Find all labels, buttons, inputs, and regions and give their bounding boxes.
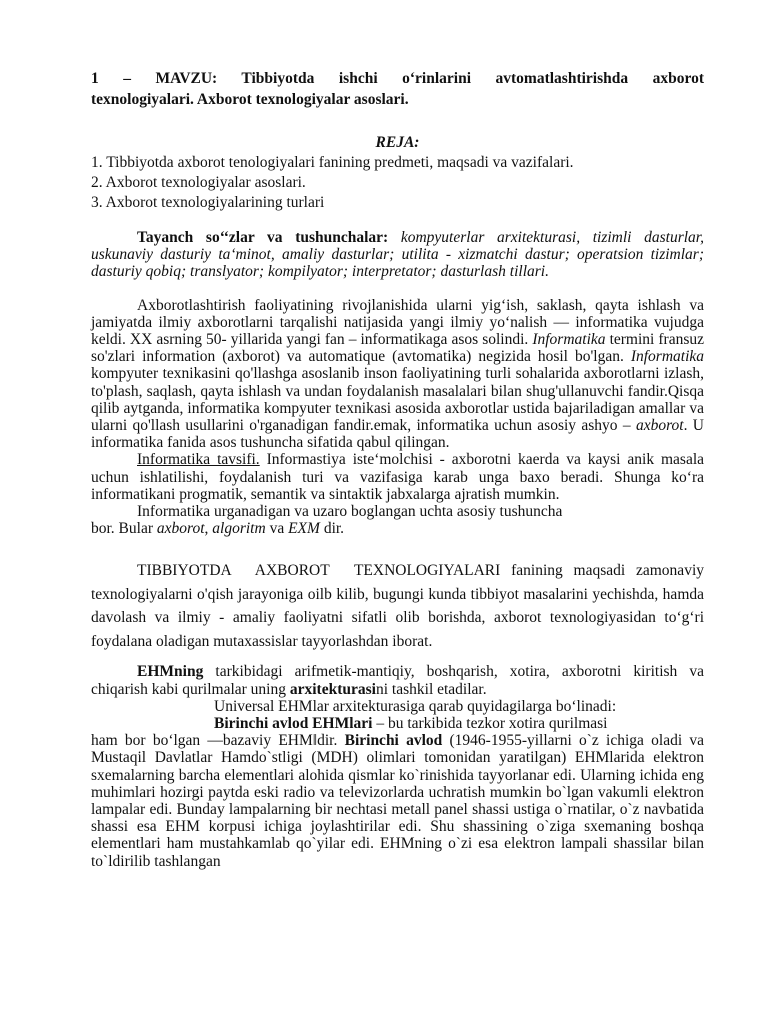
informatika-text-4: . U informatika fanida asos tushuncha sifatida qabul qilingan.	[91, 417, 705, 452]
ehm-paragraph	[91, 663, 704, 697]
page-title	[91, 68, 704, 110]
uchta-sep-2: va	[265, 520, 289, 538]
birinchi-line-1	[91, 715, 704, 732]
birinchi-paragraph	[91, 715, 704, 870]
term-axborot-2: axborot	[156, 520, 205, 538]
plan-item-1: 1. Tibbiyotda axborot tenologiyalari fanining predmeti, maqsadi va vazifalari.	[91, 154, 574, 171]
reja-heading: REJA:	[375, 134, 420, 151]
keywords-paragraph	[91, 229, 704, 281]
title-line-1: 1 – MAVZU: Tibbiyotda ishchi o‘rinlarini avtomatlashtirishda axborot	[91, 70, 704, 87]
birinchi-body	[91, 732, 704, 870]
plan-item-2: 2. Axborot texnologiyalar asoslari.	[91, 174, 306, 191]
birinchi-term: Birinchi avlod EHMlari	[214, 715, 373, 733]
uchta-pre: bor. Bular	[91, 520, 157, 538]
term-algoritm: algoritm	[212, 520, 266, 538]
tibbiyotda-lead: TIBBIYOTDA AXBOROT TEXNOLOGIYALARI	[137, 562, 501, 580]
birinchi-text-3: (1946-1955-yillarni o`z ichiga oladi va Mustaqil Davlatlar Hamdo`stligi (MDH) olimlari tomonidan yaratilgan) EHMlarida elektron sxemalarning barcha elementlari alohida qismlar ko`rinishida tayyorlanar edi. Ularning ichida eng muhimlari hozirgi paytda eski radio va televizorlarda uchratish mumkin bo`lgan vakumli elektron lampalar edi. Bunday lampalarning bir nechtasi metall panel shassi ustiga o`rnatilar, o`z navbatida shassi esa EHM korpusi ichiga joylashtirilar edi. Shu shassining o`ziga sxemaning boshqa elementlari ham mustahkamlab qo`yilar edi. EHMning o`zi esa elektron lampali shassilar bilan to`ldirilib tashlangan	[91, 732, 704, 870]
tibbiyotda-text: fanining maqsadi zamonaviy texnologiyalarni o'qish jarayoniga oilb kilib, bugungi kunda tibbiyot masalarini yechishda, hamda davolash va ilmiy - amaliy faoliyatni sifatli olib borishda, axborot texnologiyasidan to‘g‘ri foydalana oladigan mutaxassislar tayyorlashdan iborat.	[91, 562, 704, 650]
birinchi-text-2: ham bor bo‘lgan —bazaviy EHM‖dir.	[91, 732, 345, 750]
keywords-text: kompyuterlar arxitekturasi, tizimli dasturlar, uskunaviy dasturiy ta‘minot, amaliy dasturlar; utilita - xizmatchi dastur; operatsion tizimlar; dasturiy qobiq; translyator; kompilyator; interpretator; dasturlash tillari.	[91, 229, 704, 281]
informatika-text-3: kompyuter texnikasini qo'llashga asoslanib inson faoliyatining turli sohalarida axborotlarni izlash, to'plash, saqlash, qayta ishlash va undan foydalanish masalalari bilan shug'ullanuvchi fandir.Qisqa qilib aytganda, informatika kompyuter texnikasi asosida axborotlar ustida bajariladigan amallar va ularni qo'llash usullarini o'rganadigan fandir.emak, informatika uchun asosiy ashyo –	[91, 365, 704, 435]
plan-item-3: 3. Axborot texnologiyalarining turlari	[91, 194, 325, 211]
tavsif-paragraph	[91, 451, 704, 503]
informatika-text-2: termini fransuz so'zlari information (axborot) va automatique (avtomatika) negizida hosil bo'lgan.	[91, 331, 705, 366]
term-axborot: axborot	[635, 417, 684, 435]
ehm-term: EHMning	[137, 663, 204, 681]
arxitektura-term: arxitekturasi	[289, 680, 376, 698]
informatika-paragraph	[91, 297, 704, 452]
informatika-text-1: Axborotlashtirish faoliyatining rivojlanishida ularni yig‘ish, saklash, qayta ishlash va jamiyatda ilmiy axborotlarni tarqalishi natijasida yangi ilmiy yo‘nalish — informatika vujudga keldi. XX asrning 50- yillarida yangi fan – informatikaga asos solindi.	[91, 296, 704, 349]
tavsif-heading: Informatika tavsifi.	[137, 451, 260, 469]
tibbiyotda-paragraph	[91, 559, 704, 653]
keywords-label: Tayanch so‘‘zlar va tushunchalar:	[137, 229, 389, 246]
term-informatika-1: Informatika	[532, 331, 606, 349]
term-informatika-2: Informatika	[630, 348, 705, 366]
tavsif-text: Informastiya iste‘molchisi - axborotni kaerda va kaysi anik masala uchun ishlatilishi, foydalanish turi va vazifasiga karab unga baxo beradi. Shunga ko‘ra informatikani progmatik, semantik va sintaktik jabxalarga ajratish mumkin.	[91, 451, 705, 503]
birinchi-avlod-term: Birinchi avlod	[344, 732, 443, 750]
birinchi-text-1: – bu tarkibida tezkor xotira qurilmasi	[372, 715, 608, 733]
title-line-2: texnologiyalari. Axborot texnologiyalar asoslari.	[91, 91, 409, 108]
uchta-sep-1: ,	[204, 520, 213, 538]
plan-list	[91, 153, 704, 213]
ehm-text-2: ni tashkil etadilar.	[375, 680, 487, 698]
universal-line: Universal EHMlar arxitekturasiga qarab quyidagilarga bo‘linadi:	[214, 697, 617, 715]
ehm-text-1: tarkibidagi arifmetik-mantiqiy, boshqarish, xotira, axborotni kiritish va chiqarish kabi qurilmalar uning	[91, 663, 704, 698]
term-exm: EXM	[288, 520, 320, 538]
uchta-line-1: Informatika urganadigan va uzaro boglangan uchta asosiy tushuncha	[137, 503, 563, 521]
uchta-paragraph	[91, 503, 704, 537]
uchta-post: dir.	[319, 520, 345, 538]
document-page	[91, 68, 704, 870]
uchta-line-2	[91, 520, 704, 537]
